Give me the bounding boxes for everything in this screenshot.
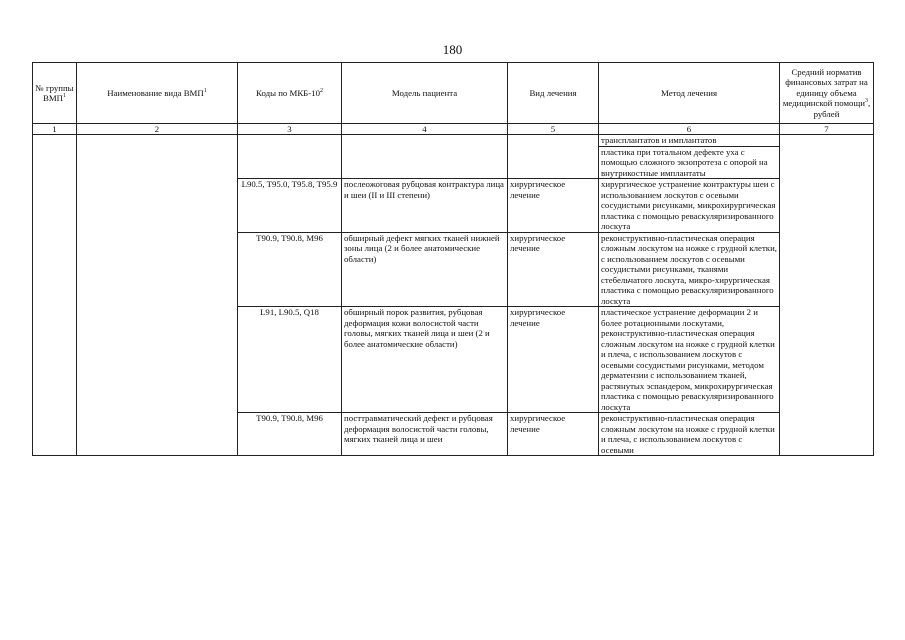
method-cell: трансплантатов и имплантатов [599,135,780,147]
column-number: 6 [599,124,780,135]
method-cell: пластическое устранение деформации 2 и более ротационными лоскутами, реконструктивно-пластическая операция сложным лоскутом на ножке с грудной клетки и плеча, с использованием лоскутов с осевыми сосудистыми рисунками, методом дерматензии с использованием тканей, растянутых эспандером, микрохирургическая пластика с помощью реваскуляризированного лоскута [599,307,780,413]
vmp-table [32,62,874,456]
group-cell [33,135,77,456]
model-cell: обширный порок развития, рубцовая деформация кожи волосистой части головы, мягких тканей лица и шеи (2 и более анатомические области) [342,307,508,413]
cost-cell [780,135,874,456]
header-method: Метод лечения [599,63,780,124]
codes-cell: L90.5, T95.0, T95.8, T95.9 [238,179,342,233]
codes-cell [238,135,342,179]
header-name: Наименование вида ВМП$^1$ [77,63,238,124]
treatment-cell: хирургическое лечение [508,307,599,413]
table-row [33,135,874,147]
page-number: 180 [442,42,463,57]
column-number: 1 [33,124,77,135]
column-number: 3 [238,124,342,135]
column-number: 7 [780,124,874,135]
method-cell: хирургическое устранение контрактуры шеи с использованием лоскутов с осевыми сосудистыми рисунками, микрохирургическая пластика с помощью реваскуляризированного лоскута [599,179,780,233]
codes-cell: T90.9, T90.8, M96 [238,232,342,307]
treatment-cell [508,135,599,179]
column-number: 2 [77,124,238,135]
model-cell: послеожоговая рубцовая контрактура лица и шеи (II и III степени) [342,179,508,233]
method-cell: пластика при тотальном дефекте уха с помощью сложного экзопротеза с опорой на внутрикостные имплантаты [599,146,780,179]
method-cell: реконструктивно-пластическая операция сложным лоскутом на ножке с грудной клетки, с использованием лоскутов с осевыми сосудистыми рисунками, тканями стебельчатого лоскута, микро-хирургическая пластика с помощью реваскуляризированного лоскута [599,232,780,307]
column-number-row [33,124,874,135]
model-cell: обширный дефект мягких тканей нижней зоны лица (2 и более анатомические области) [342,232,508,307]
method-cell: реконструктивно-пластическая операция сложным лоскутом на ножке с грудной клетки и плеча, с использованием лоскутов с осевыми [599,413,780,456]
header-group: № группы ВМП$^1$ [33,63,77,124]
column-number: 5 [508,124,599,135]
treatment-cell: хирургическое лечение [508,179,599,233]
codes-cell: T90.9, T90.8, M96 [238,413,342,456]
header-row [33,63,874,124]
model-cell: посттравматический дефект и рубцовая деформация волосистой части головы, мягких тканей лица и шеи [342,413,508,456]
treatment-cell: хирургическое лечение [508,232,599,307]
header-codes: Коды по МКБ-$10^2$ [238,63,342,124]
vmp-name-cell [77,135,238,456]
header-treatment: Вид лечения [508,63,599,124]
treatment-cell: хирургическое лечение [508,413,599,456]
column-number: 4 [342,124,508,135]
header-cost: Средний норматив финансовых затрат на единицу объема медицинской помощи$^3$, рублей [780,63,874,124]
header-model: Модель пациента [342,63,508,124]
model-cell [342,135,508,179]
codes-cell: L91, L90.5, Q18 [238,307,342,413]
